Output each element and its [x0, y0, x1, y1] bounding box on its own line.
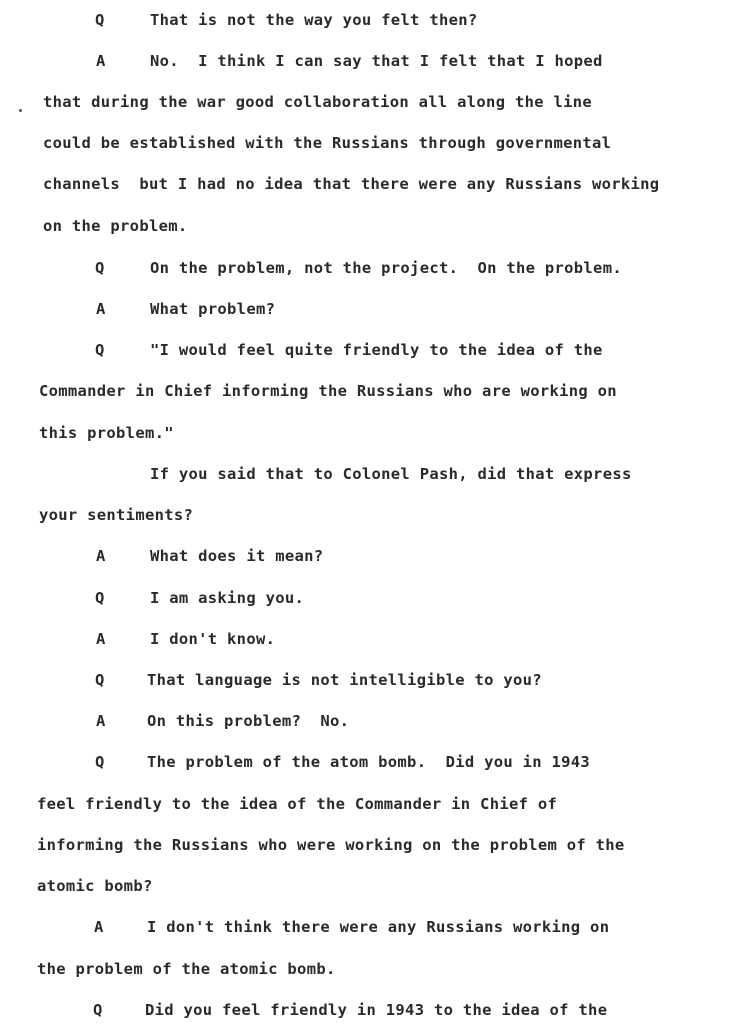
- transcript-line: On the problem, not the project. On the problem.: [150, 259, 622, 277]
- transcript-line: I don't think there were any Russians working on: [147, 918, 610, 936]
- transcript-line: I am asking you.: [150, 589, 305, 607]
- transcript-line: What problem?: [150, 300, 276, 318]
- paper-speck: [19, 109, 22, 112]
- transcript-line: That is not the way you felt then?: [150, 11, 478, 29]
- transcript-line: atomic bomb?: [37, 877, 153, 895]
- speaker-a: A: [96, 547, 106, 565]
- transcript-line: on the problem.: [43, 217, 188, 235]
- speaker-q: Q: [95, 259, 105, 277]
- speaker-q: Q: [93, 1001, 103, 1019]
- speaker-q: Q: [95, 589, 105, 607]
- transcript-line: That language is not intelligible to you?: [147, 671, 542, 689]
- speaker-a: A: [96, 300, 106, 318]
- transcript-line: I don't know.: [150, 630, 276, 648]
- speaker-a: A: [96, 712, 106, 730]
- speaker-q: Q: [95, 671, 105, 689]
- transcript-line: "I would feel quite friendly to the idea of the: [150, 341, 603, 359]
- transcript-line: feel friendly to the idea of the Commander in Chief of: [37, 795, 558, 813]
- speaker-a: A: [96, 52, 106, 70]
- transcript-line: Commander in Chief informing the Russians who are working on: [39, 382, 617, 400]
- transcript-line: The problem of the atom bomb. Did you in 1943: [147, 753, 591, 771]
- transcript-line: could be established with the Russians through governmental: [43, 134, 612, 152]
- transcript-line: this problem.": [39, 424, 174, 442]
- speaker-q: Q: [95, 11, 105, 29]
- transcript-line: channels but I had no idea that there were any Russians working: [43, 175, 660, 193]
- transcript-line: If you said that to Colonel Pash, did that express: [150, 465, 632, 483]
- transcript-line: the problem of the atomic bomb.: [37, 960, 336, 978]
- transcript-line: On this problem? No.: [147, 712, 350, 730]
- speaker-a: A: [96, 630, 106, 648]
- transcript-line: informing the Russians who were working on the problem of the: [37, 836, 625, 854]
- speaker-q: Q: [95, 341, 105, 359]
- transcript-line: No. I think I can say that I felt that I hoped: [150, 52, 603, 70]
- transcript-line: What does it mean?: [150, 547, 324, 565]
- transcript-line: your sentiments?: [39, 506, 194, 524]
- speaker-q: Q: [95, 753, 105, 771]
- transcript-line: Did you feel friendly in 1943 to the idea of the: [145, 1001, 608, 1019]
- transcript-line: that during the war good collaboration all along the line: [43, 93, 593, 111]
- speaker-a: A: [94, 918, 104, 936]
